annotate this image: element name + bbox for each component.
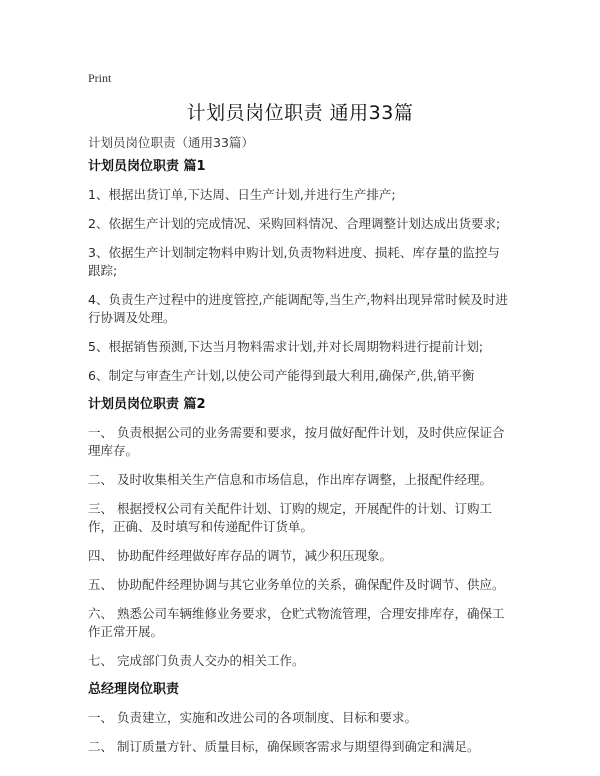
list-item: 四、 协助配件经理做好库存品的调节，减少积压现象。 <box>88 548 392 563</box>
list-item: 三、 根据授权公司有关配件计划、订购的规定，开展配件的计划、订购工作，正确、及时填写和传递配件订货单。 <box>88 501 492 534</box>
list-item: 2、依据生产计划的完成情况、采购回料情况、合理调整计划达成出货要求; <box>88 216 501 231</box>
document-subtitle: 计划员岗位职责（通用33篇） <box>88 135 254 150</box>
document-title: 计划员岗位职责 通用33篇 <box>186 102 414 124</box>
list-item: 五、 协助配件经理协调与其它业务单位的关系，确保配件及时调节、供应。 <box>88 577 505 592</box>
section-3 <box>88 681 512 756</box>
list-item: 1、根据出货订单,下达周、日生产计划,并进行生产排产; <box>88 187 396 202</box>
list-item: 5、根据销售预测,下达当月物料需求计划,并对长周期物料进行提前计划; <box>88 339 484 354</box>
list-item: 二、 及时收集相关生产信息和市场信息，作出库存调整，上报配件经理。 <box>88 472 492 487</box>
section-heading: 总经理岗位职责 <box>88 682 180 697</box>
list-item: 六、 熟悉公司车辆维修业务要求，仓贮式物流管理，合理安排库存，确保工作正常开展。 <box>88 606 505 639</box>
list-item: 4、负责生产过程中的进度管控,产能调配等,当生产,物料出现异常时候及时进行协调及处理。 <box>88 292 508 325</box>
section-2 <box>88 396 512 670</box>
section-heading: 计划员岗位职责 篇2 <box>88 397 206 412</box>
section-1 <box>88 158 512 385</box>
section-heading: 计划员岗位职责 篇1 <box>88 159 206 174</box>
list-item: 七、 完成部门负责人交办的相关工作。 <box>88 653 305 668</box>
document-content <box>88 158 512 767</box>
list-item: 二、 制订质量方针、质量目标，确保顾客需求与期望得到确定和满足。 <box>88 739 480 754</box>
print-label[interactable]: Print <box>88 71 112 85</box>
list-item: 3、依据生产计划制定物料申购计划,负责物料进度、损耗、库存量的监控与跟踪; <box>88 245 500 278</box>
list-item: 一、 负责根据公司的业务需要和要求，按月做好配件计划，及时供应保证合理库存。 <box>88 425 505 458</box>
list-item: 6、制定与审查生产计划,以使公司产能得到最大利用,确保产,供,销平衡 <box>88 368 475 383</box>
list-item: 一、 负责建立，实施和改进公司的各项制度、目标和要求。 <box>88 710 417 725</box>
